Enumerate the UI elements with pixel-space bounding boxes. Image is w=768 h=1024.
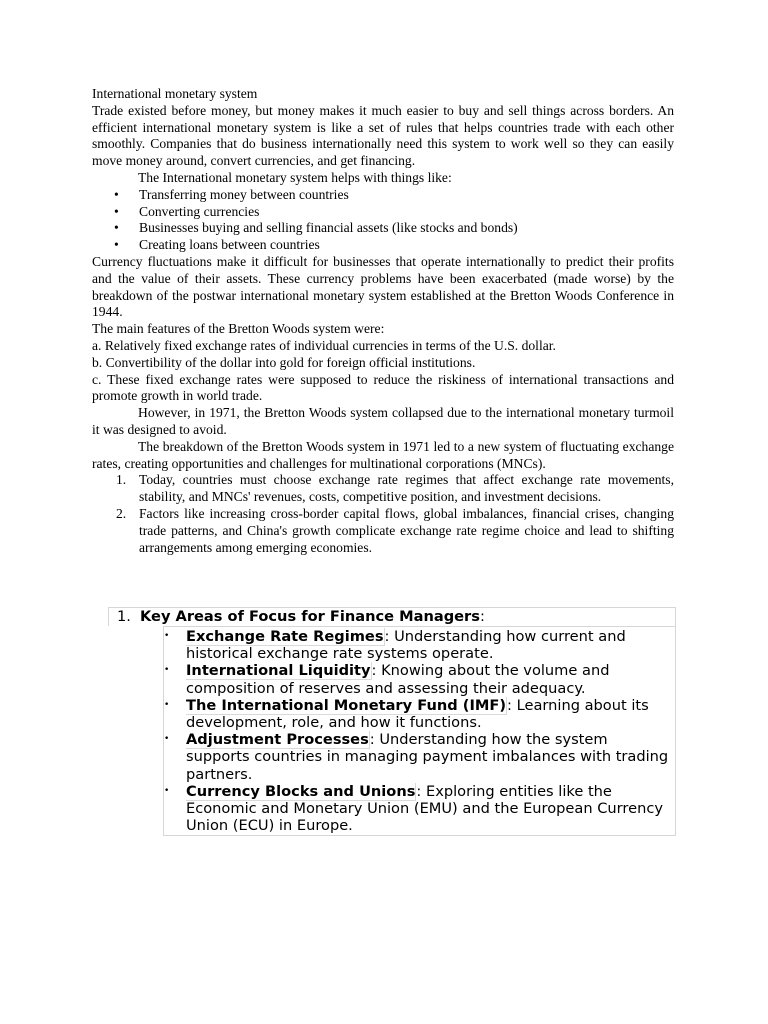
key-areas-section — [108, 607, 676, 836]
key-areas-list — [164, 628, 671, 834]
helps-list — [92, 187, 674, 254]
list-item: • Businesses buying and selling financial assets (like stocks and bonds) — [114, 220, 518, 236]
list-item: 2. Factors like increasing cross-border capital flows, global imbalances, financial crises, changing trade patterns, and China's growth complicate exchange rate regime choice and lead to shifting arrangements among emerging economies. — [116, 505, 674, 555]
features-intro: The main features of the Bretton Woods system were: — [92, 321, 385, 337]
numbered-list — [92, 472, 674, 556]
list-item: • Creating loans between countries — [114, 237, 320, 253]
list-item: • Transferring money between countries — [114, 186, 349, 202]
list-item: • International Liquidity: Knowing about the volume and composition of reserves and assessing their adequacy. — [164, 662, 610, 697]
bullet-icon: • — [114, 186, 119, 202]
bullet-icon: • — [164, 699, 170, 710]
list-item: • Adjustment Processes: Understanding how the system supports countries in managing payment imbalances with trading partners. — [164, 731, 669, 783]
key-areas-box — [163, 626, 676, 836]
key-areas-heading: 1. Key Areas of Focus for Finance Managers: — [108, 607, 676, 626]
bullet-icon: • — [164, 631, 170, 641]
list-item: • The International Monetary Fund (IMF): Learning about its development, role, and how it functions. — [164, 696, 649, 732]
list-item: • Converting currencies — [114, 203, 260, 219]
fluctuations-paragraph: Currency fluctuations make it difficult for businesses that operate internationally to predict their profits and the value of their assets. These currency problems have been exacerbated (made worse) by the breakdown of the postwar international monetary system established at the Bretton Woods Conference in 1944. — [92, 253, 674, 320]
term: Currency Blocks and Unions — [186, 782, 416, 800]
term: Adjustment Processes — [186, 731, 369, 749]
bullet-icon: • — [164, 734, 170, 745]
bullet-icon: • — [164, 665, 170, 676]
term: The International Monetary Fund (IMF) — [186, 696, 507, 714]
list-item: • Exchange Rate Regimes: Understanding how current and historical exchange rate systems operate. — [164, 628, 626, 663]
bullet-icon: • — [164, 785, 170, 796]
feature-c: c. These fixed exchange rates were supposed to reduce the riskiness of international transactions and promote growth in world trade. — [92, 371, 674, 404]
term: Exchange Rate Regimes — [186, 628, 384, 645]
bullet-icon: • — [114, 237, 119, 253]
term: International Liquidity — [186, 662, 371, 680]
intro-paragraph: Trade existed before money, but money makes it much easier to buy and sell things across borders. An efficient international monetary system is like a set of rules that helps countries trade with each other smoothly. Companies that do business internationally need this system to work well so they can easily move money around, convert currencies, and get financing. — [92, 102, 674, 169]
collapse-paragraph: However, in 1971, the Bretton Woods system collapsed due to the international monetary turmoil it was designed to avoid. — [92, 405, 674, 437]
feature-b: b. Convertibility of the dollar into gold for foreign official institutions. — [92, 354, 476, 370]
helps-intro: The International monetary system helps with things like: — [138, 169, 452, 185]
breakdown-paragraph: The breakdown of the Bretton Woods system in 1971 led to a new system of fluctuating exchange rates, creating opportunities and challenges for multinational corporations (MNCs). — [92, 438, 674, 471]
bullet-icon: • — [114, 203, 119, 219]
feature-a: a. Relatively fixed exchange rates of individual currencies in terms of the U.S. dollar. — [92, 337, 556, 353]
list-item: 1. Today, countries must choose exchange rate regimes that affect exchange rate movements, stability, and MNCs' revenues, costs, competitive position, and investment decisions. — [116, 472, 674, 505]
list-item: • Currency Blocks and Unions: Exploring entities like the Economic and Monetary Union (EMU) and the European Currency Union (ECU) in Europe. — [164, 782, 663, 835]
document-title: International monetary system — [92, 86, 258, 101]
bullet-icon: • — [114, 220, 119, 236]
document-body — [92, 86, 674, 556]
